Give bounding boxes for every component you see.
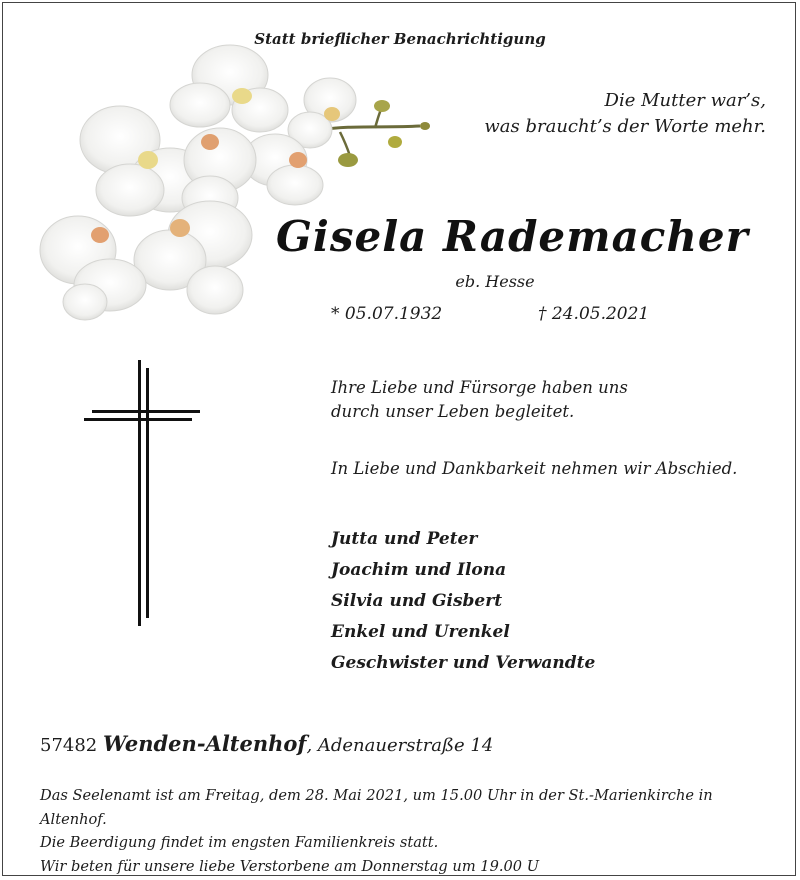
- message-block: [331, 376, 628, 424]
- footer-line: Das Seelenamt ist am Freitag, dem 28. Mai 2021, um 15.00 Uhr in der St.-Marienkirche in Altenhof.: [40, 787, 713, 828]
- mourner-entry: Jutta und Peter: [331, 529, 478, 549]
- mourner-entry: Joachim und Ilona: [331, 560, 507, 580]
- cross-icon: [80, 358, 204, 630]
- birth-date: * 05.07.1932: [331, 304, 443, 324]
- death-date: † 24.05.2021: [538, 304, 650, 324]
- mourner-entry: Silvia und Gisbert: [331, 591, 503, 611]
- message-farewell: In Liebe und Dankbarkeit nehmen wir Abschied.: [331, 459, 738, 478]
- address-street: , Adenauerstraße 14: [306, 735, 494, 756]
- family-address: [40, 731, 493, 756]
- quote-line: Die Mutter war’s,: [604, 90, 766, 111]
- orchid-flower: [40, 216, 146, 320]
- footer-line: Wir beten für unsere liebe Verstorbene am Donnerstag um 19.00 U: [40, 857, 540, 875]
- orchid-flower: [288, 78, 356, 148]
- mourner-entry: Geschwister und Verwandte: [331, 653, 596, 673]
- memorial-quote: [484, 88, 766, 140]
- address-city: Wenden-Altenhof: [103, 731, 307, 756]
- mourners-list: [331, 524, 595, 679]
- address-zip: 57482: [40, 735, 98, 756]
- orchid-flower: [170, 45, 288, 132]
- header-text: Statt brieflicher Benachrichtigung: [254, 30, 546, 48]
- deceased-name: Gisela Rademacher: [276, 212, 749, 261]
- mourner-entry: Enkel und Urenkel: [331, 622, 510, 642]
- quote-line: was braucht’s der Worte mehr.: [484, 116, 766, 137]
- birth-name: eb. Hesse: [455, 272, 535, 291]
- footer-line: Die Beerdigung findet im engsten Familienkreis statt.: [40, 834, 439, 851]
- service-details: [40, 784, 780, 878]
- message-line: durch unser Leben begleitet.: [331, 402, 575, 421]
- orchid-flower: [134, 201, 252, 314]
- message-line: Ihre Liebe und Fürsorge haben uns: [331, 378, 628, 397]
